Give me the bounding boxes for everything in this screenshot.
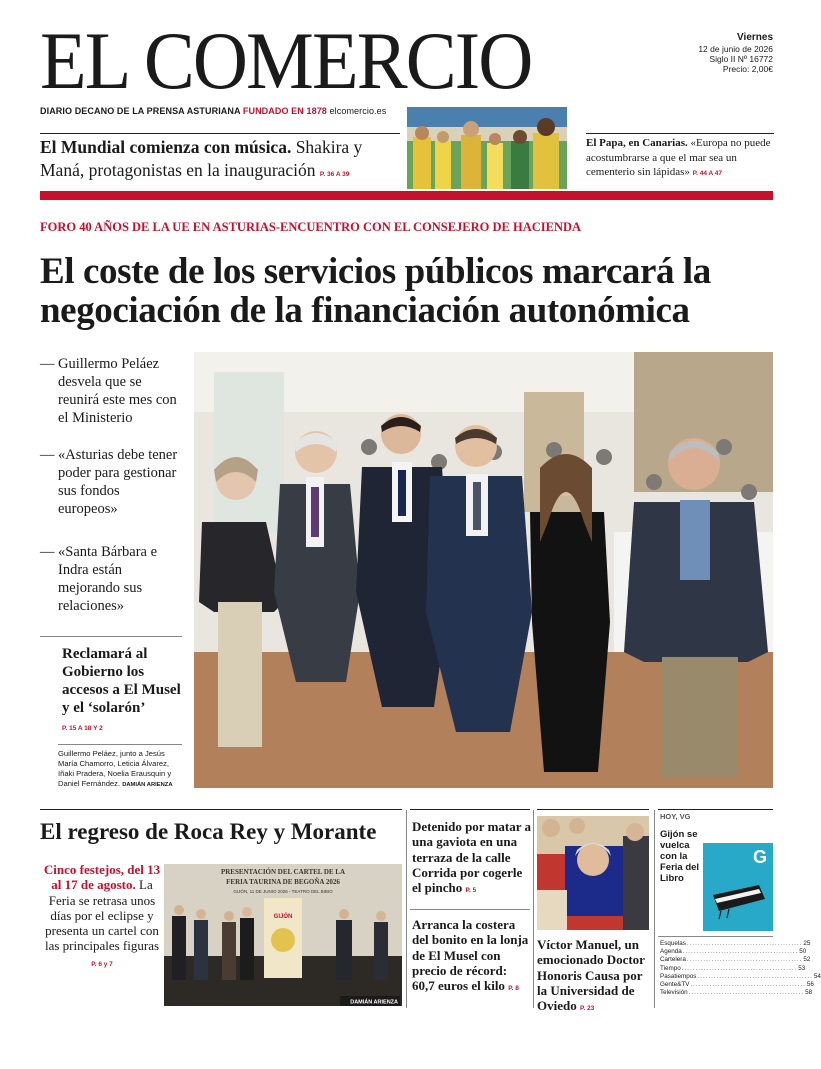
teaser-mundial-text: Shakira y Maná, protagonistas en la inauguración bbox=[40, 137, 363, 180]
story3-rule bbox=[410, 909, 530, 910]
edition-issue: Siglo II Nº 16772 bbox=[709, 54, 773, 64]
bonito-story[interactable] bbox=[412, 917, 532, 996]
supplement-rule bbox=[658, 809, 773, 810]
poster-text: GIJÓN bbox=[273, 914, 293, 920]
index-page: 56 bbox=[806, 981, 814, 989]
section-index bbox=[660, 940, 821, 997]
bullet-text: Guillermo Peláez desvela que se reunirá este mes con el Ministerio bbox=[58, 356, 177, 426]
index-page: 53 bbox=[798, 964, 806, 972]
index-row[interactable]: Agenda .......................................... 50 bbox=[660, 948, 807, 956]
bullet-text: «Asturias debe tener poder para gestionar sus fondos europeos» bbox=[58, 447, 178, 517]
edition-day: Viernes bbox=[737, 32, 773, 43]
index-label: Cartelera bbox=[660, 956, 686, 964]
teaser-papa-page-ref: P. 44 A 47 bbox=[692, 170, 723, 177]
column-rule-1 bbox=[406, 810, 407, 1008]
main-story-bullet bbox=[40, 355, 180, 427]
index-label: Agenda bbox=[660, 948, 682, 956]
side-story-rule bbox=[40, 636, 182, 637]
book-icon bbox=[703, 843, 773, 931]
index-label: Esquelas bbox=[660, 940, 686, 947]
roca-rey-image bbox=[164, 864, 402, 1006]
roca-section-rule bbox=[40, 809, 402, 810]
roca-photo-credit: DAMIÁN ARIENZA bbox=[350, 999, 398, 1006]
victor-manuel-image bbox=[537, 816, 649, 930]
main-story-kicker: FORO 40 AÑOS DE LA UE EN ASTURIAS-ENCUENTRO CON EL CONSEJERO DE HACIENDA bbox=[40, 220, 582, 234]
index-label: Tiempo bbox=[660, 964, 681, 972]
index-page: 54 bbox=[813, 972, 821, 980]
victor-manuel-story-text: Víctor Manuel, un emocionado Doctor Honoris Causa por la Universidad de Oviedo bbox=[537, 937, 645, 1014]
gaviota-story[interactable] bbox=[412, 819, 532, 898]
bullet-dash: — bbox=[40, 447, 55, 463]
supplement-cover[interactable] bbox=[703, 843, 773, 931]
teaser-rule-left bbox=[40, 133, 400, 134]
story2-rule bbox=[410, 809, 530, 810]
teaser-rule-right bbox=[586, 133, 774, 134]
teaser-mundial-photo[interactable] bbox=[407, 107, 567, 189]
supplement-label: HOY, VG bbox=[660, 812, 691, 821]
index-page: 58 bbox=[805, 989, 813, 997]
bullet-dash: — bbox=[40, 356, 55, 372]
caption-rule bbox=[58, 744, 182, 745]
roca-banner-line-2: FERIA TAURINA DE BEGOÑA 2026 bbox=[226, 878, 340, 886]
index-row[interactable]: Cartelera .......................................... 52 bbox=[660, 956, 811, 964]
main-group-photo bbox=[194, 352, 773, 788]
index-row[interactable]: Gente&TV .......................................... 56 bbox=[660, 981, 814, 989]
index-page: 52 bbox=[803, 956, 811, 964]
masthead-title[interactable]: EL COMERCIO bbox=[40, 15, 532, 106]
roca-rey-headline[interactable]: El regreso de Roca Rey y Morante bbox=[40, 819, 377, 844]
victor-manuel-story[interactable] bbox=[537, 937, 655, 1016]
main-story-headline[interactable]: El coste de los servicios públicos marcará la negociación de la financiación autonómica bbox=[40, 251, 711, 331]
index-row[interactable]: Tiempo .......................................... 53 bbox=[660, 964, 806, 972]
index-rule bbox=[658, 936, 773, 937]
roca-rey-text: La Feria se retrasa unos días por el eclipse y presenta un cartel con las principales figuras bbox=[44, 877, 160, 954]
index-row[interactable]: Televisión .......................................... 58 bbox=[660, 989, 813, 997]
caption-text: Guillermo Peláez, junto a Jesús María Chamorro, Leticia Álvarez, Iñaki Pradera, Noelia Erausquin y Daniel Fernández. bbox=[58, 749, 172, 788]
teaser-mundial-page-ref: P. 36 A 39 bbox=[319, 171, 350, 178]
bonito-story-page-ref: P. 8 bbox=[508, 985, 519, 993]
index-page: 25 bbox=[803, 940, 811, 947]
index-row[interactable]: Pasatiempos .......................................... 54 bbox=[660, 972, 821, 980]
teaser-mundial-lead: El Mundial comienza con música. bbox=[40, 137, 292, 157]
date-block bbox=[663, 32, 773, 74]
main-photo-caption bbox=[58, 749, 184, 790]
supplement-teaser[interactable]: Gijón se vuelca con la Feria del Libro bbox=[660, 829, 700, 884]
main-story-bullet bbox=[40, 543, 180, 615]
gaviota-story-text: Detenido por matar a una gaviota en una terraza de la calle Corrida por cogerle el pincho bbox=[412, 819, 532, 896]
tagline-main: DIARIO DECANO DE LA PRENSA ASTURIANA bbox=[40, 106, 241, 116]
tagline-founded: FUNDADO EN 1878 bbox=[242, 106, 327, 116]
side-story-page-ref: P. 15 A 18 Y 2 bbox=[62, 725, 103, 732]
supplement-logo: G bbox=[753, 847, 768, 867]
bullet-dash: — bbox=[40, 544, 55, 560]
column-rule-3 bbox=[654, 810, 655, 1008]
masthead-tagline bbox=[40, 106, 386, 116]
story4-rule bbox=[537, 809, 649, 810]
roca-rey-lead: Cinco festejos, del 13 al 17 de agosto. bbox=[43, 862, 161, 893]
roca-rey-photo[interactable] bbox=[164, 864, 402, 1006]
tagline-site[interactable]: elcomercio.es bbox=[329, 106, 387, 116]
gaviota-story-page-ref: P. 5 bbox=[465, 887, 477, 895]
column-rule-2 bbox=[533, 810, 534, 1008]
red-divider-bar bbox=[40, 191, 773, 200]
index-label: Televisión bbox=[660, 989, 688, 997]
edition-price: Precio: 2,00€ bbox=[722, 64, 773, 74]
teaser-papa-text: «Europa no puede acostumbrarse a que el mar sea un cementerio sin lápidas» bbox=[586, 137, 771, 178]
index-page: 50 bbox=[799, 948, 807, 956]
teaser-mundial-image bbox=[407, 107, 567, 189]
main-story-photo[interactable] bbox=[194, 352, 773, 788]
side-story-text: Reclamará al Gobierno los accesos a El Musel y el ‘solarón’ bbox=[62, 646, 181, 716]
roca-banner-line-1: PRESENTACIÓN DEL CARTEL DE LA bbox=[220, 868, 346, 876]
victor-manuel-page-ref: P. 23 bbox=[579, 1005, 595, 1013]
index-label: Gente&TV bbox=[660, 981, 690, 989]
bonito-story-text: Arranca la costera del bonito en la lonja de El Musel con precio de récord: 60,7 euros el kilo bbox=[412, 917, 529, 994]
teaser-papa-lead: El Papa, en Canarias. bbox=[586, 137, 688, 149]
index-label: Pasatiempos bbox=[660, 972, 697, 980]
teaser-mundial[interactable] bbox=[40, 136, 400, 186]
teaser-papa[interactable] bbox=[586, 136, 774, 182]
index-row[interactable]: Esquelas .......................................... 25 bbox=[660, 940, 811, 947]
bullet-text: «Santa Bárbara e Indra están mejorando sus relaciones» bbox=[58, 544, 158, 614]
roca-banner-line-3: GIJÓN, 11 DE JUNIO 2026 - TEATRO DEL BIBIO bbox=[233, 889, 333, 894]
edition-date: 12 de junio de 2026 bbox=[698, 44, 773, 54]
main-story-bullet bbox=[40, 446, 180, 518]
victor-manuel-photo[interactable] bbox=[537, 816, 649, 930]
roca-rey-summary bbox=[40, 862, 164, 972]
caption-credit: DAMIÁN ARIENZA bbox=[122, 782, 173, 788]
side-story-reclamara[interactable] bbox=[62, 645, 182, 738]
roca-rey-page-ref: P. 6 y 7 bbox=[91, 960, 113, 968]
